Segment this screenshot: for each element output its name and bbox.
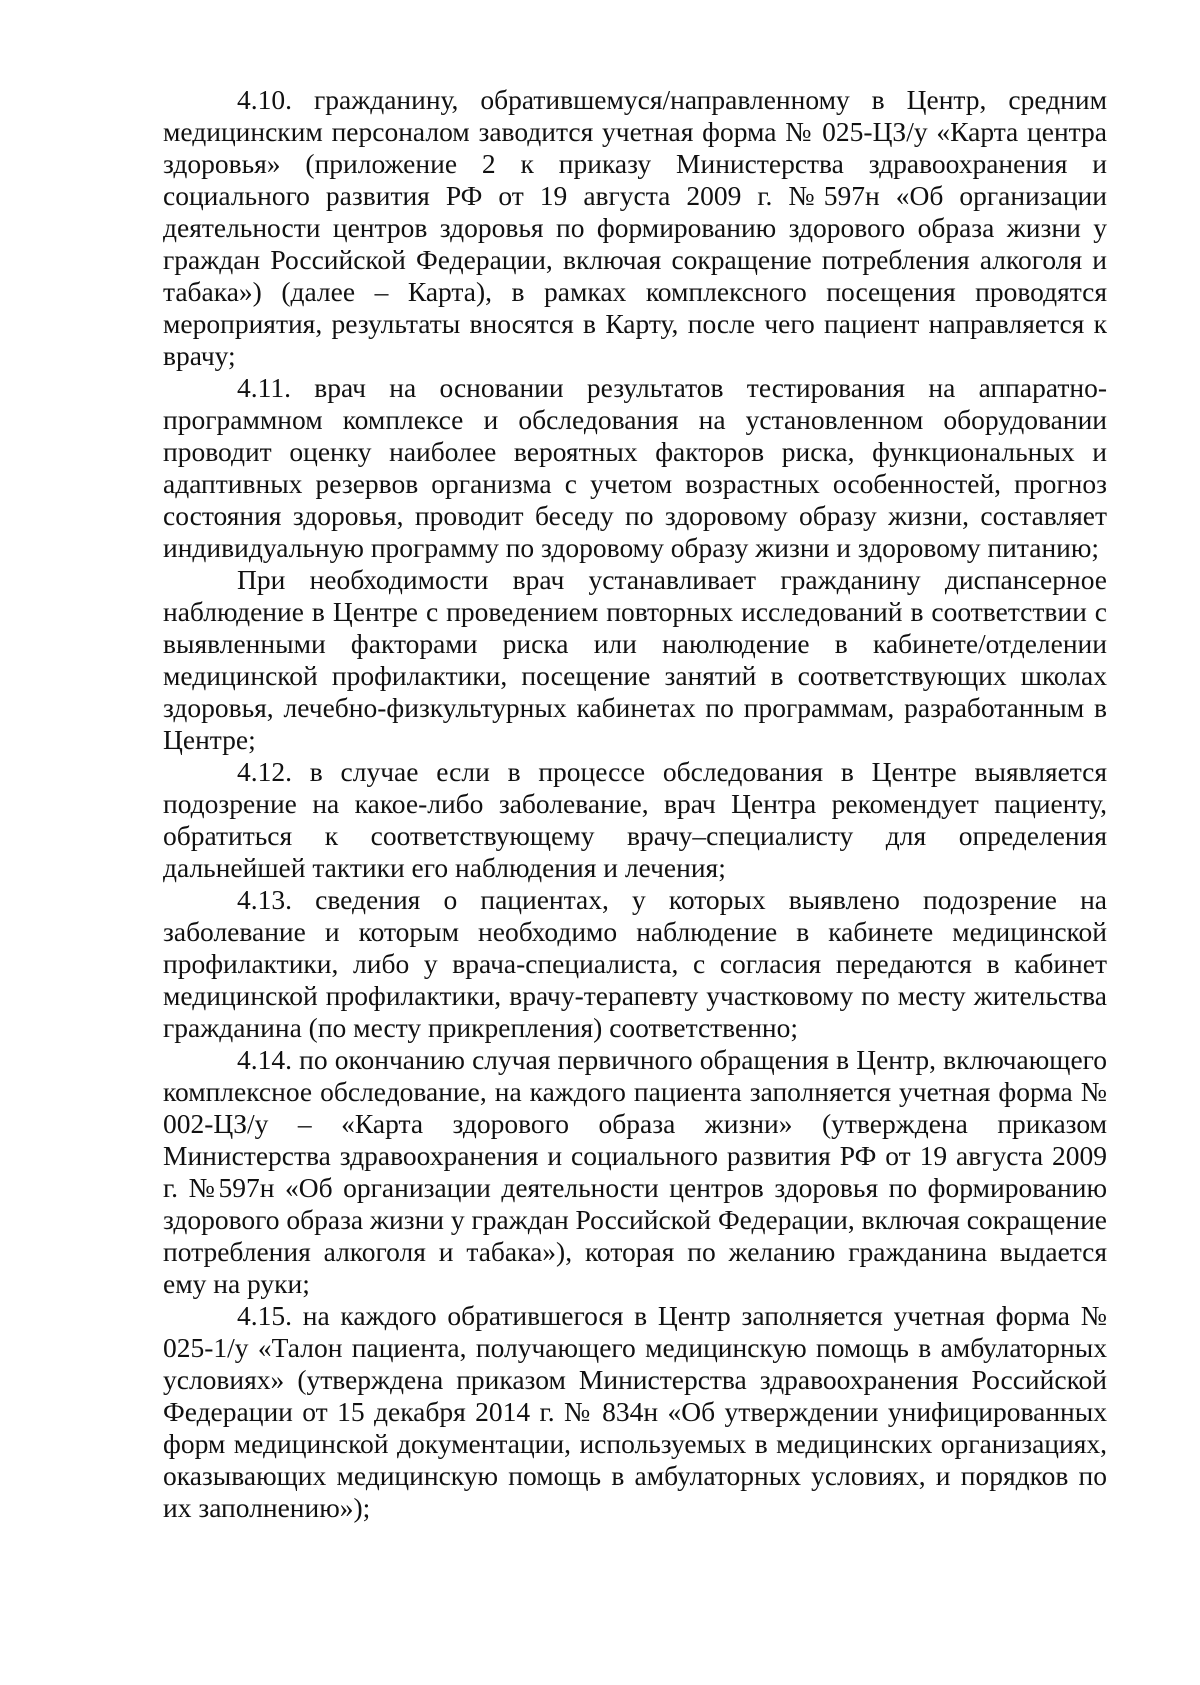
paragraph-dispensary-observation: При необходимости врач устанавливает гражданину диспансерное наблюдение в Центре с проведением повторных исследований в соответствии с выявленными факторами риска или наюлюдение в кабинете/отделении медицинской профилактики, посещение занятий в соответствующих школах здоровья, лечебно-физкультурных кабинетах по программам, разработанным в Центре; [163,564,1107,755]
document-body [163,84,1107,1524]
paragraph-4-10: 4.10. гражданину, обратившемуся/направленному в Центр, средним медицинским персоналом заводится учетная форма № 025-ЦЗ/у «Карта центра здоровья» (приложение 2 к приказу Министерства здравоохранения и социального развития РФ от 19 августа 2009 г. №597н «Об организации деятельности центров здоровья по формированию здорового образа жизни у граждан Российской Федерации, включая сокращение потребления алкоголя и табака») (далее – Карта), в рамках комплексного посещения проводятся мероприятия, результаты вносятся в Карту, после чего пациент направляется к врачу; [163,84,1107,371]
paragraph-4-11: 4.11. врач на основании результатов тестирования на аппаратно-программном комплексе и обследования на установленном оборудовании проводит оценку наиболее вероятных факторов риска, функциональных и адаптивных резервов организма с учетом возрастных особенностей, прогноз состояния здоровья, проводит беседу по здоровому образу жизни, составляет индивидуальную программу по здоровому образу жизни и здоровому питанию; [163,372,1107,563]
paragraph-4-15: 4.15. на каждого обратившегося в Центр заполняется учетная форма № 025-1/у «Талон пациента, получающего медицинскую помощь в амбулаторных условиях» (утверждена приказом Министерства здравоохранения Российской Федерации от 15 декабря 2014 г. № 834н «Об утверждении унифицированных форм медицинской документации, используемых в медицинских организациях, оказывающих медицинскую помощь в амбулаторных условиях, и порядков по их заполнению»); [163,1300,1107,1523]
paragraph-4-13: 4.13. сведения о пациентах, у которых выявлено подозрение на заболевание и которым необходимо наблюдение в кабинете медицинской профилактики, либо у врача-специалиста, с согласия передаются в кабинет медицинской профилактики, врачу-терапевту участковому по месту жительства гражданина (по месту прикрепления) соответственно; [163,884,1107,1043]
paragraph-4-14: 4.14. по окончанию случая первичного обращения в Центр, включающего комплексное обследование, на каждого пациента заполняется учетная форма № 002-ЦЗ/у – «Карта здорового образа жизни» (утверждена приказом Министерства здравоохранения и социального развития РФ от 19 августа 2009 г. №597н «Об организации деятельности центров здоровья по формированию здорового образа жизни у граждан Российской Федерации, включая сокращение потребления алкоголя и табака»), которая по желанию гражданина выдается ему на руки; [163,1044,1107,1299]
paragraph-4-12: 4.12. в случае если в процессе обследования в Центре выявляется подозрение на какое-либо заболевание, врач Центра рекомендует пациенту, обратиться к соответствующему врачу–специалисту для определения дальнейшей тактики его наблюдения и лечения; [163,756,1107,883]
